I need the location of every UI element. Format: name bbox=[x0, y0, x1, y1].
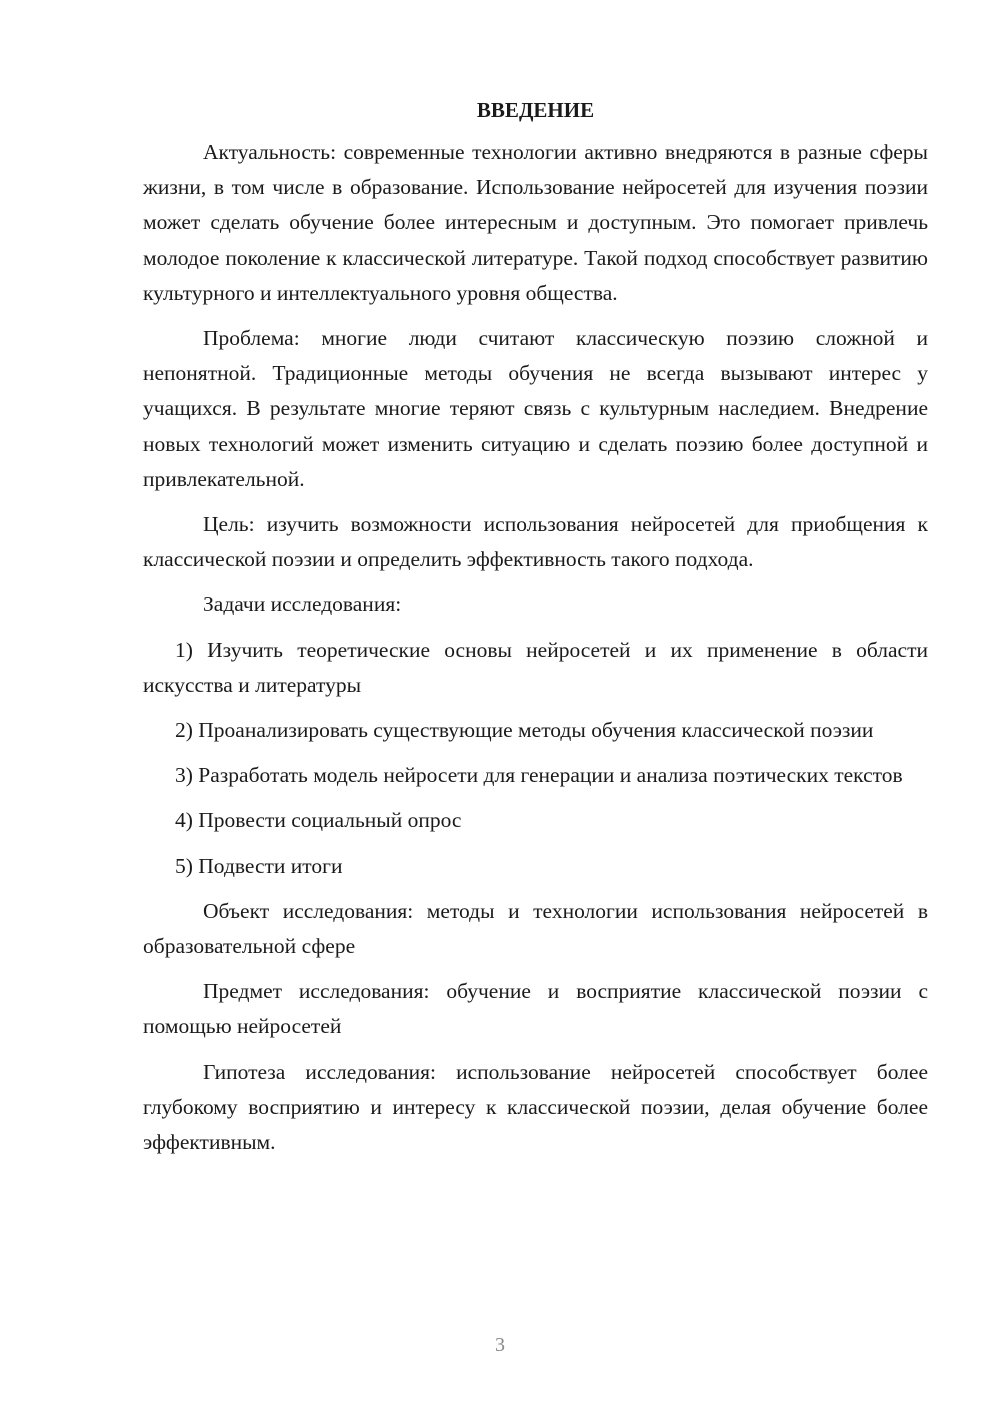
document-page bbox=[143, 95, 928, 1170]
goal-paragraph: Цель: изучить возможности использования нейросетей для приобщения к классической поэзии и определить эффективность такого подхода. bbox=[143, 512, 928, 572]
page-number: 3 bbox=[495, 1334, 505, 1356]
tasks-heading: Задачи исследования: bbox=[203, 592, 402, 617]
relevance-paragraph: Актуальность: современные технологии активно внедряются в разные сферы жизни, в том числе в образование. Использование нейросетей для изучения поэзии может сделать обучение более интересным и доступным. Это помогает привлечь молодое поколение к классической литературе. Такой подход способствует развитию культурного и интеллектуального уровня общества. bbox=[143, 140, 928, 305]
task-item: 2) Проанализировать существующие методы обучения классической поэзии bbox=[175, 718, 874, 743]
page-title: ВВЕДЕНИЕ bbox=[476, 98, 595, 122]
hypothesis-paragraph: Гипотеза исследования: использование нейросетей способствует более глубокому восприятию и интересу к классической поэзии, делая обучение более эффективным. bbox=[143, 1059, 928, 1155]
task-item: 1) Изучить теоретические основы нейросетей и их применение в области искусства и литературы bbox=[143, 637, 928, 697]
task-item: 3) Разработать модель нейросети для генерации и анализа поэтических текстов bbox=[175, 763, 903, 788]
task-item: 4) Провести социальный опрос bbox=[175, 808, 462, 833]
subject-paragraph: Предмет исследования: обучение и восприятие классической поэзии с помощью нейросетей bbox=[143, 979, 928, 1039]
problem-paragraph: Проблема: многие люди считают классическую поэзию сложной и непонятной. Традиционные методы обучения не всегда вызывают интерес у учащихся. В результате многие теряют связь с культурным наследием. Внедрение новых технологий может изменить ситуацию и сделать поэзию более доступной и привлекательной. bbox=[143, 326, 928, 491]
task-item: 5) Подвести итоги bbox=[175, 853, 343, 878]
object-paragraph: Объект исследования: методы и технологии использования нейросетей в образовательной сфере bbox=[143, 898, 928, 959]
